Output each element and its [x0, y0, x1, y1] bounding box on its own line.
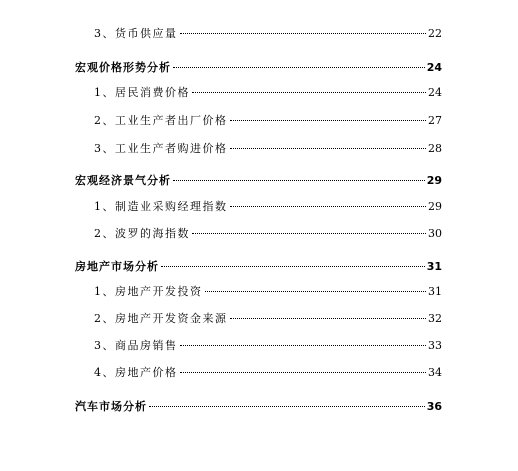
toc-leader-dots [149, 406, 425, 407]
toc-page-number: 28 [428, 142, 442, 155]
toc-item-pmi[interactable] [94, 198, 442, 216]
toc-item-ppi[interactable] [94, 112, 442, 130]
toc-page-number: 29 [428, 200, 442, 213]
toc-page-number: 22 [428, 27, 442, 40]
toc-leader-dots [192, 233, 426, 234]
toc-leader-dots [173, 67, 425, 68]
toc-item-real-estate-funding[interactable] [94, 310, 442, 328]
toc-leader-dots [230, 120, 427, 121]
toc-section-price-analysis[interactable] [75, 59, 442, 77]
toc-item-label: 1、居民消费价格 [94, 86, 190, 99]
toc-page-number: 31 [428, 285, 442, 298]
toc-item-label: 1、制造业采购经理指数 [94, 200, 228, 213]
toc-section-business-climate[interactable] [75, 172, 442, 190]
toc-item-ppirm[interactable] [94, 140, 442, 158]
toc-leader-dots [192, 92, 426, 93]
toc-leader-dots [230, 148, 427, 149]
toc-page-number: 36 [426, 400, 442, 413]
toc-page-number: 24 [428, 86, 442, 99]
toc-item-baltic-index[interactable] [94, 225, 442, 243]
toc-item-label: 3、工业生产者购进价格 [94, 142, 228, 155]
toc-item-label: 4、房地产价格 [94, 366, 178, 379]
toc-page-number: 32 [428, 312, 442, 325]
toc-page-number: 29 [426, 174, 442, 187]
toc-item-real-estate-investment[interactable] [94, 283, 442, 301]
toc-item-real-estate-prices[interactable] [94, 364, 442, 382]
toc-item-label: 3、商品房销售 [94, 339, 178, 352]
toc-item-housing-sales[interactable] [94, 337, 442, 355]
toc-item-money-supply[interactable] [94, 25, 442, 43]
toc-item-cpi[interactable] [94, 84, 442, 102]
toc-leader-dots [230, 318, 427, 319]
toc-section-real-estate[interactable] [75, 258, 442, 276]
toc-leader-dots [173, 180, 425, 181]
toc-section-label: 房地产市场分析 [75, 260, 159, 273]
toc-leader-dots [230, 206, 427, 207]
toc-item-label: 3、货币供应量 [94, 27, 178, 40]
toc-leader-dots [161, 266, 425, 267]
toc-item-label: 2、工业生产者出厂价格 [94, 114, 228, 127]
toc-leader-dots [180, 372, 427, 373]
toc-leader-dots [205, 291, 427, 292]
toc-section-label: 宏观经济景气分析 [75, 174, 171, 187]
toc-page-number: 33 [428, 339, 442, 352]
toc-item-label: 2、波罗的海指数 [94, 227, 190, 240]
toc-section-auto-market[interactable] [75, 398, 442, 416]
toc-page-number: 27 [428, 114, 442, 127]
toc-section-label: 汽车市场分析 [75, 400, 147, 413]
toc-page-number: 24 [426, 61, 442, 74]
toc-leader-dots [180, 33, 427, 34]
toc-leader-dots [180, 345, 427, 346]
toc-item-label: 1、房地产开发投资 [94, 285, 203, 298]
toc-section-label: 宏观价格形势分析 [75, 61, 171, 74]
toc-item-label: 2、房地产开发资金来源 [94, 312, 228, 325]
toc-page-number: 34 [428, 366, 442, 379]
toc-page-number: 31 [426, 260, 442, 273]
toc-page-number: 30 [428, 227, 442, 240]
